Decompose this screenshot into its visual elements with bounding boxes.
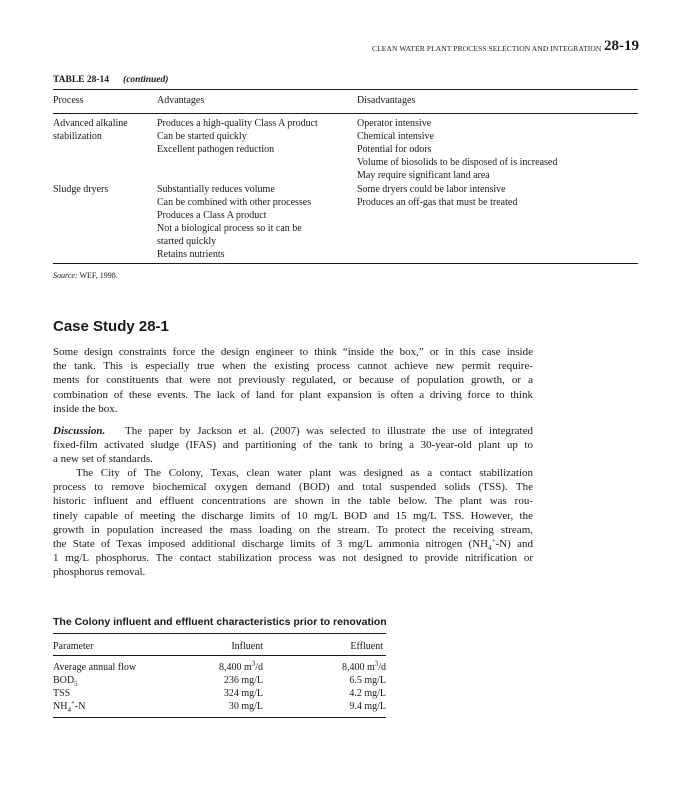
parameter-column (53, 661, 136, 713)
table-row: TSS (53, 688, 71, 699)
col-header-advantages: Advantages (157, 95, 205, 106)
table-continued: (continued) (123, 75, 169, 85)
table-top-rule (53, 89, 638, 90)
table-row: $NH_4^+-N$ (53, 698, 86, 714)
col-header-disadvantages: Disadvantages (357, 95, 416, 106)
table-row: Average annual flow (53, 662, 137, 673)
table-row: Advanced alkaline stabilization (53, 118, 128, 142)
col-header-effluent: Effluent (350, 641, 383, 652)
advantages-cell: Produces a high-quality Class A product Can be started quickly Excellent pathogen reduction (157, 118, 318, 155)
table-row: Sludge dryers (53, 184, 109, 195)
paragraph-intro: Some design constraints force the design engineer to think “inside the box,” or in this case inside the tank. This is especially true when the existing process cannot achieve new permit require- ments for constituents that were not previously regulated, or because of population growth, or a combination of these events. The lack of land for plant expansion is often a driving force to think inside the box. (53, 346, 533, 415)
table-bottom-rule (53, 263, 638, 264)
running-header: CLEAN WATER PLANT PROCESS SELECTION AND INTEGRATION (372, 44, 602, 53)
discussion-label: Discussion. (53, 425, 106, 437)
col-header-parameter: Parameter (53, 641, 94, 652)
table-header-rule (53, 113, 638, 114)
table-row: $BOD_5$ (53, 675, 78, 688)
table2-title: The Colony influent and effluent characteristics prior to renovation (53, 616, 387, 628)
table2-bottom-rule (53, 717, 386, 718)
paragraph-colony: The City of The Colony, Texas, clean water plant was designed as a contact stabilization process to remove biochemical oxygen demand (BOD) and total suspended solids (TSS). The historic influent and effluent concentrations are shown in the table below. The plant was rou- tinely capable of meeting the discharge limits of 10 mg/L BOD and 15 mg/L TSS. However, the growth in population increased the mass loading on the stream. To protect the receiving stream, the State of Texas imposed additional discharge limits of 3 mg/L ammonia nitrogen $(NH_4^+-N)$ and 1 mg/L phosphorus. The contact stabilization process was not designed to provide nitrification or phosphorus removal. (53, 467, 533, 579)
paragraph-discussion: Discussion. The paper by Jackson et al. (2007) was selected to illustrate the use of integrated fixed-film activated sludge (IFAS) and partitioning of the tank to bring a 30-year-old plant up to a new set of standards. (53, 425, 533, 466)
table2-top-rule (53, 633, 386, 634)
influent-column: 8,400 $m^3/d$ 236 mg/L 324 mg/L 30 mg/L (218, 659, 263, 712)
case-study-title: Case Study 28-1 (53, 318, 169, 335)
page-number: 28-19 (604, 38, 639, 54)
col-header-process: Process (53, 95, 84, 106)
disadvantages-cell: Some dryers could be labor intensive Produces an off-gas that must be treated (357, 184, 518, 208)
effluent-column: 8,400 $m^3/d$ 6.5 mg/L 4.2 mg/L 9.4 mg/L (341, 659, 386, 712)
disadvantages-cell: Operator intensive Chemical intensive Potential for odors Volume of biosolids to be disposed of is increased May require significant land area (357, 118, 558, 181)
table-caption (53, 75, 168, 85)
col-header-influent: Influent (231, 641, 263, 652)
advantages-cell: Substantially reduces volume Can be combined with other processes Produces a Class A product Not a biological process so it can be started quickly Retains nutrients (157, 184, 312, 260)
table-source: Source: WEF, 1998. (53, 271, 118, 280)
table2-header-rule (53, 655, 386, 656)
table-label: TABLE 28-14 (53, 75, 110, 85)
